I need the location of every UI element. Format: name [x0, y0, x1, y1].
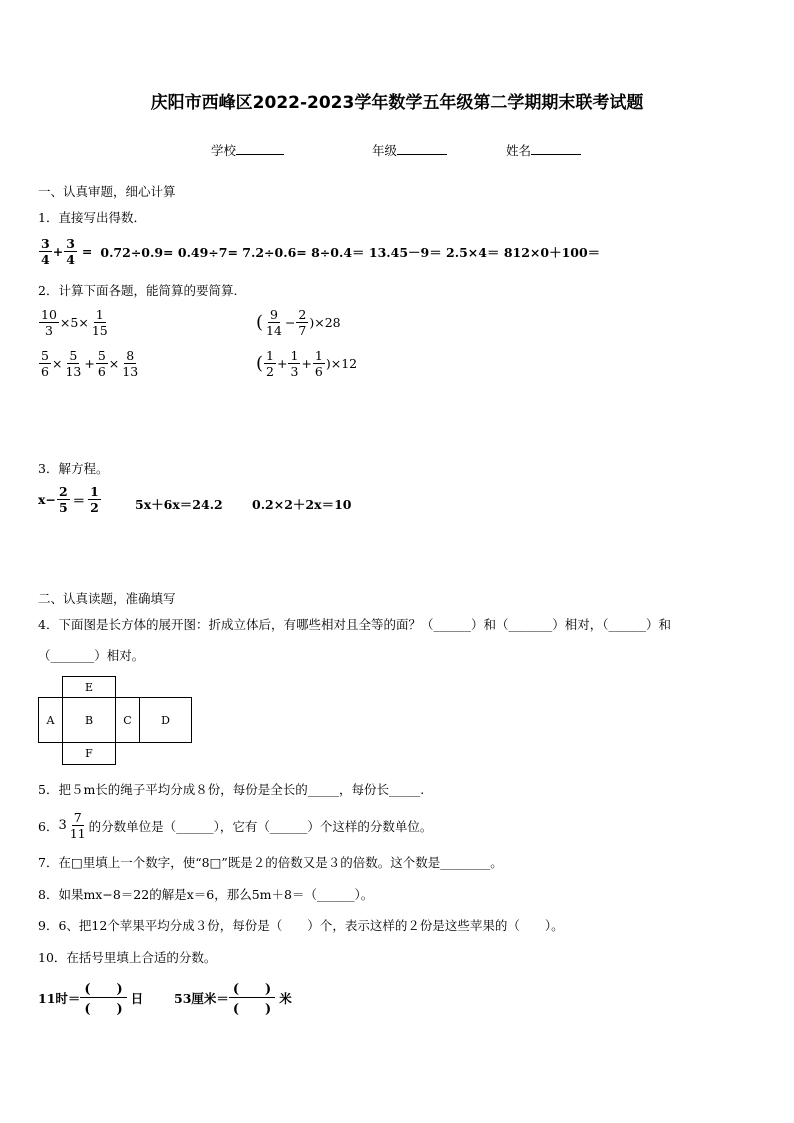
net-face-e: E: [62, 676, 116, 698]
q4-line1: 4．下面图是长方体的展开图：折成立体后，有哪些相对且全等的面？（______）和（_______）相对，（______）和: [38, 617, 671, 632]
net-face-c: C: [115, 697, 140, 743]
name-blank[interactable]: [531, 142, 581, 156]
grade-blank[interactable]: [397, 142, 447, 156]
q1-frac1: $\frac{3}{4}$: [41, 236, 50, 267]
school-label: 学校: [211, 143, 237, 158]
q3-eq3: 0.2×2＋2x＝10: [252, 497, 352, 512]
net-face-b: B: [62, 697, 116, 743]
net-face-a: A: [38, 697, 63, 743]
q10-label: 10．在括号里填上合适的分数。: [38, 950, 217, 965]
school-field: [211, 141, 284, 159]
q2-expr4: ( $\frac{1}{2}$ + $\frac{1}{3}$ + $\frac{1}{6}$ )×12: [256, 348, 358, 379]
q4-line2: （_______）相对。: [38, 648, 145, 663]
q2-expr2: ( $\frac{9}{14}$ − $\frac{2}{7}$ )×28: [256, 307, 341, 338]
q2-expr3: $\frac{5}{6}$ × $\frac{5}{13}$ + $\frac{5}{6}$ × $\frac{8}{13}$: [41, 348, 139, 379]
page-title: 庆阳市西峰区2022-2023学年数学五年级第二学期期末联考试题: [150, 93, 644, 113]
q10-item1: 11时＝ $\frac{( )}{( )}$ 日: [38, 978, 143, 1017]
grade-label: 年级: [372, 143, 398, 158]
q8: 8．如果mx−8＝22的解是x＝6，那么5m＋8＝（______）。: [38, 887, 374, 902]
name-label: 姓名: [506, 143, 532, 158]
school-blank[interactable]: [236, 142, 284, 156]
cuboid-net: [38, 676, 192, 766]
section1-heading: 一、认真审题，细心计算: [38, 184, 176, 199]
net-face-f: F: [62, 742, 116, 765]
q1-row: $\frac{3}{4}$ + $\frac{3}{4}$ = 0.72÷0.9= 0.49÷7= 7.2÷0.6= 8÷0.4＝ 13.45－9＝ 2.5×4＝ 812×0＋100＝: [41, 236, 601, 267]
net-face-d: D: [139, 697, 192, 743]
q10-answer-fraction-2[interactable]: $\frac{( )}{( )}$: [229, 978, 275, 1017]
grade-field: [372, 141, 447, 159]
q1-label: 1．直接写出得数．: [38, 210, 146, 225]
q2-label: 2．计算下面各题，能简算的要简算.: [38, 283, 238, 298]
q7: 7．在□里填上一个数字，使“8□”既是２的倍数又是３的倍数。这个数是________。: [38, 855, 503, 870]
q3-eq1: x− $\frac{2}{5}$ ＝ $\frac{1}{2}$: [38, 484, 99, 515]
q6: 6． 3 $\frac{7}{11}$ 的分数单位是（______），它有（______）个这样的分数单位。: [38, 810, 433, 841]
q5: 5．把５m长的绳子平均分成８份，每份是全长的_____，每份长_____.: [38, 782, 425, 797]
q10-item2: 53厘米＝ $\frac{( )}{( )}$ 米: [174, 978, 292, 1017]
q3-label: 3．解方程。: [38, 461, 109, 476]
q3-eq2: 5x＋6x＝24.2: [135, 497, 223, 512]
section2-heading: 二、认真读题，准确填写: [38, 591, 176, 606]
q1-rest: 0.72÷0.9= 0.49÷7= 7.2÷0.6= 8÷0.4＝ 13.45－9＝ 2.5×4＝ 812×0＋100＝: [100, 244, 601, 260]
q2-expr1: $\frac{10}{3}$ ×5× $\frac{1}{15}$: [41, 307, 108, 338]
q10-answer-fraction-1[interactable]: $\frac{( )}{( )}$: [80, 978, 126, 1017]
q1-frac2: $\frac{3}{4}$: [66, 236, 75, 267]
q9: 9．6、把12个苹果平均分成３份，每份是（ ）个，表示这样的２份是这些苹果的（ ）。: [38, 918, 564, 933]
q6-mixed-number: 3 $\frac{7}{11}$: [58, 810, 86, 841]
name-field: [506, 141, 581, 159]
